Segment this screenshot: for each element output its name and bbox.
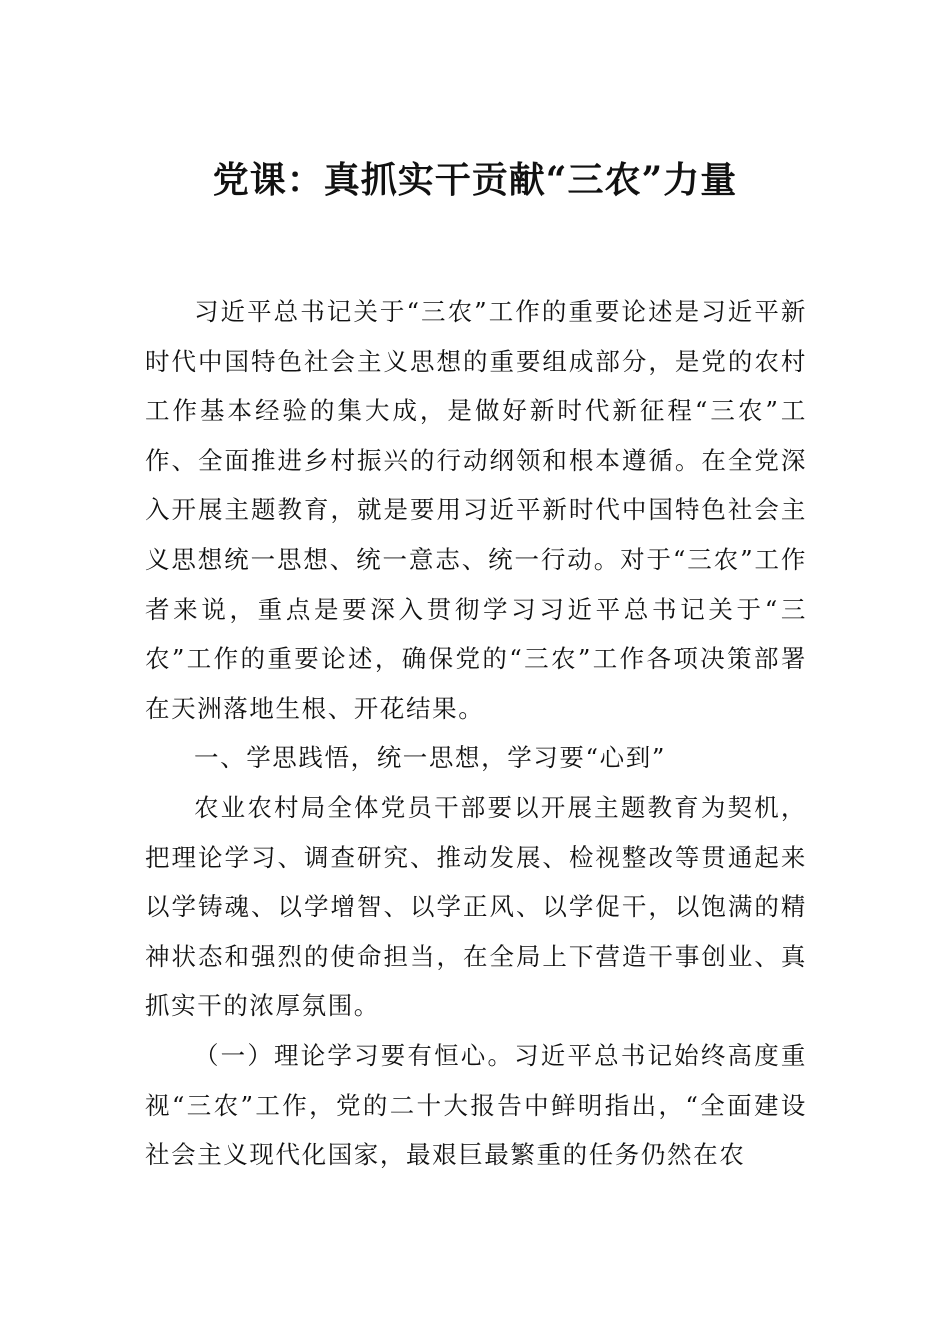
paragraph-section-1: 农业农村局全体党员干部要以开展主题教育为契机，把理论学习、调查研究、推动发展、检视整改等贯通起来以学铸魂、以学增智、以学正风、以学促干，以饱满的精神状态和强烈的使命担当，在全局上下营造干事创业、真抓实干的浓厚氛围。 bbox=[145, 792, 807, 1021]
section-heading-1: 一、学思践悟，统一思想，学习要“心到” bbox=[194, 743, 666, 773]
paragraph-subsection-1: （一）理论学习要有恒心。习近平总书记始终高度重视“三农”工作，党的二十大报告中鲜明指出，“全面建设社会主义现代化国家，最艰巨最繁重的任务仍然在农 bbox=[145, 1040, 807, 1170]
document-title: 党课：真抓实干贡献“三农”力量 bbox=[212, 159, 738, 201]
document-body bbox=[145, 287, 807, 1180]
paragraph-intro: 习近平总书记关于“三农”工作的重要论述是习近平新时代中国特色社会主义思想的重要组成部分，是党的农村工作基本经验的集大成，是做好新时代新征程“三农”工作、全面推进乡村振兴的行动纲领和根本遵循。在全党深入开展主题教育，就是要用习近平新时代中国特色社会主义思想统一思想、统一意志、统一行动。对于“三农”工作者来说，重点是要深入贯彻学习习近平总书记关于“三农”工作的重要论述，确保党的“三农”工作各项决策部署在天洲落地生根、开花结果。 bbox=[145, 297, 807, 723]
